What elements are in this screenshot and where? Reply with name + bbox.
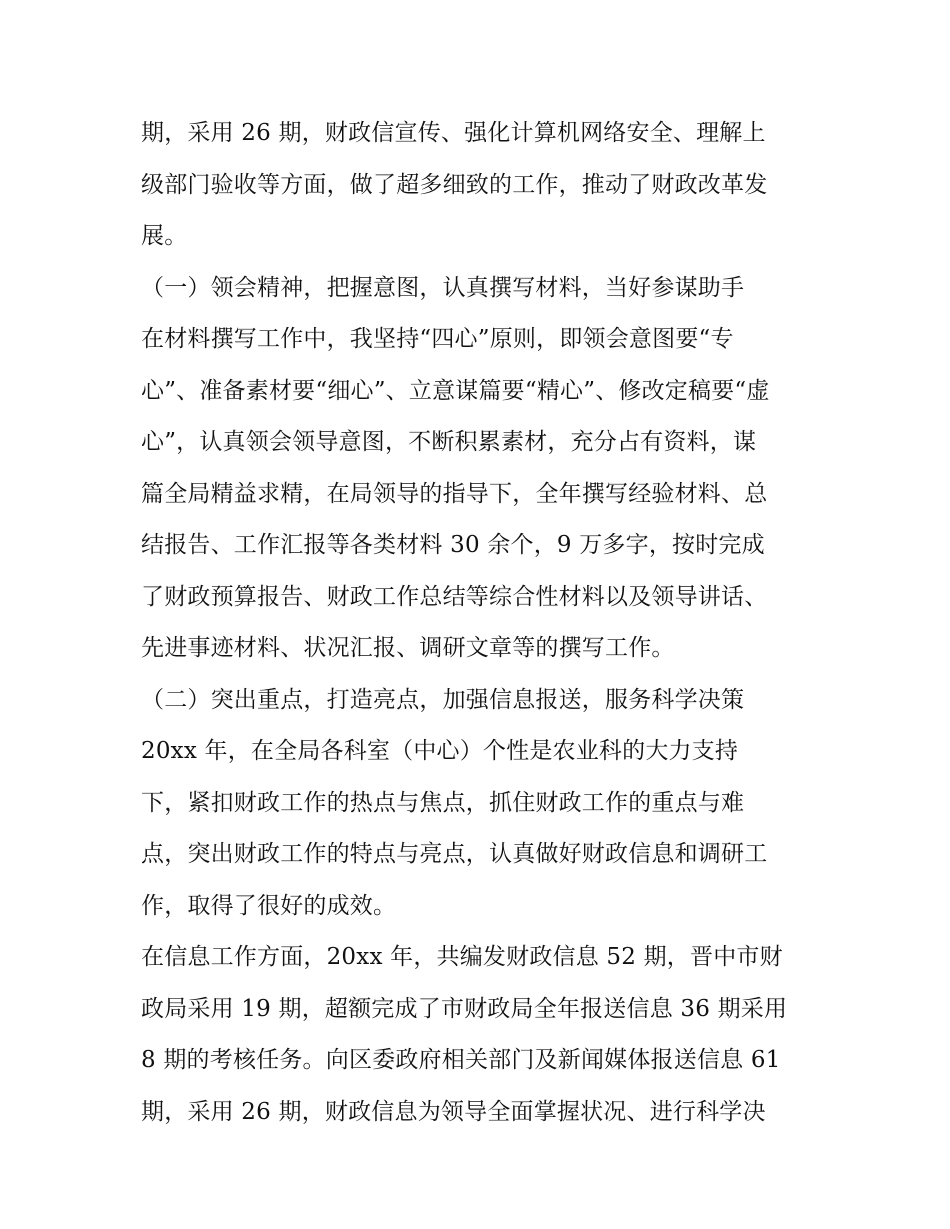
text-line: 在信息工作方面，20xx 年，共编发财政信息 52 期，晋中市财 <box>141 944 783 970</box>
text-line: 下，紧扣财政工作的热点与焦点，抓住财政工作的重点与难 <box>141 789 745 816</box>
text-line: 先进事迹材料、状况汇报、调研文章等的撰写工作。 <box>141 635 675 661</box>
text-line: 级部门验收等方面，做了超多细致的工作，推动了财政改革发 <box>141 171 768 198</box>
text-line: 结报告、工作汇报等各类材料 30 余个，9 万多字，按时完成 <box>141 532 765 558</box>
text-line: 作，取得了很好的成效。 <box>141 892 397 919</box>
section-heading-2: （二）突出重点，打造亮点，加强信息报送，服务科学决策 <box>141 686 745 713</box>
text-line: 篇全局精益求精，在局领导的指导下，全年撰写经验材料、总 <box>141 480 768 507</box>
body-text <box>141 108 821 1138</box>
section-heading-1: （一）领会精神，把握意图，认真撰写材料，当好参谋助手 <box>141 274 745 301</box>
text-line: 20xx 年，在全局各科室（中心）个性是农业科的大力支持 <box>141 738 739 764</box>
text-line: 心”、准备素材要“细心”、立意谋篇要“精心”、修改定稿要“虚 <box>141 377 770 404</box>
text-line: 展。 <box>141 223 188 249</box>
text-line: 了财政预算报告、财政工作总结等综合性材料以及领导讲话、 <box>141 583 768 610</box>
text-line: 8 期的考核任务。向区委政府相关部门及新闻媒体报送信息 61 <box>141 1047 781 1073</box>
text-line: 期，采用 26 期，财政信息为领导全面掌握状况、进行科学决 <box>141 1098 766 1125</box>
text-line: 政局采用 19 期，超额完成了市财政局全年报送信息 36 期采用 <box>141 995 788 1022</box>
text-line: 心”，认真领会领导意图，不断积累素材，充分占有资料，谋 <box>141 429 757 455</box>
text-line: 在材料撰写工作中，我坚持“四心”原则，即领会意图要“专 <box>141 326 734 352</box>
text-line: 期，采用 26 期，财政信宣传、强化计算机网络安全、理解上 <box>141 120 766 146</box>
text-line: 点，突出财政工作的特点与亮点，认真做好财政信息和调研工 <box>141 841 768 867</box>
